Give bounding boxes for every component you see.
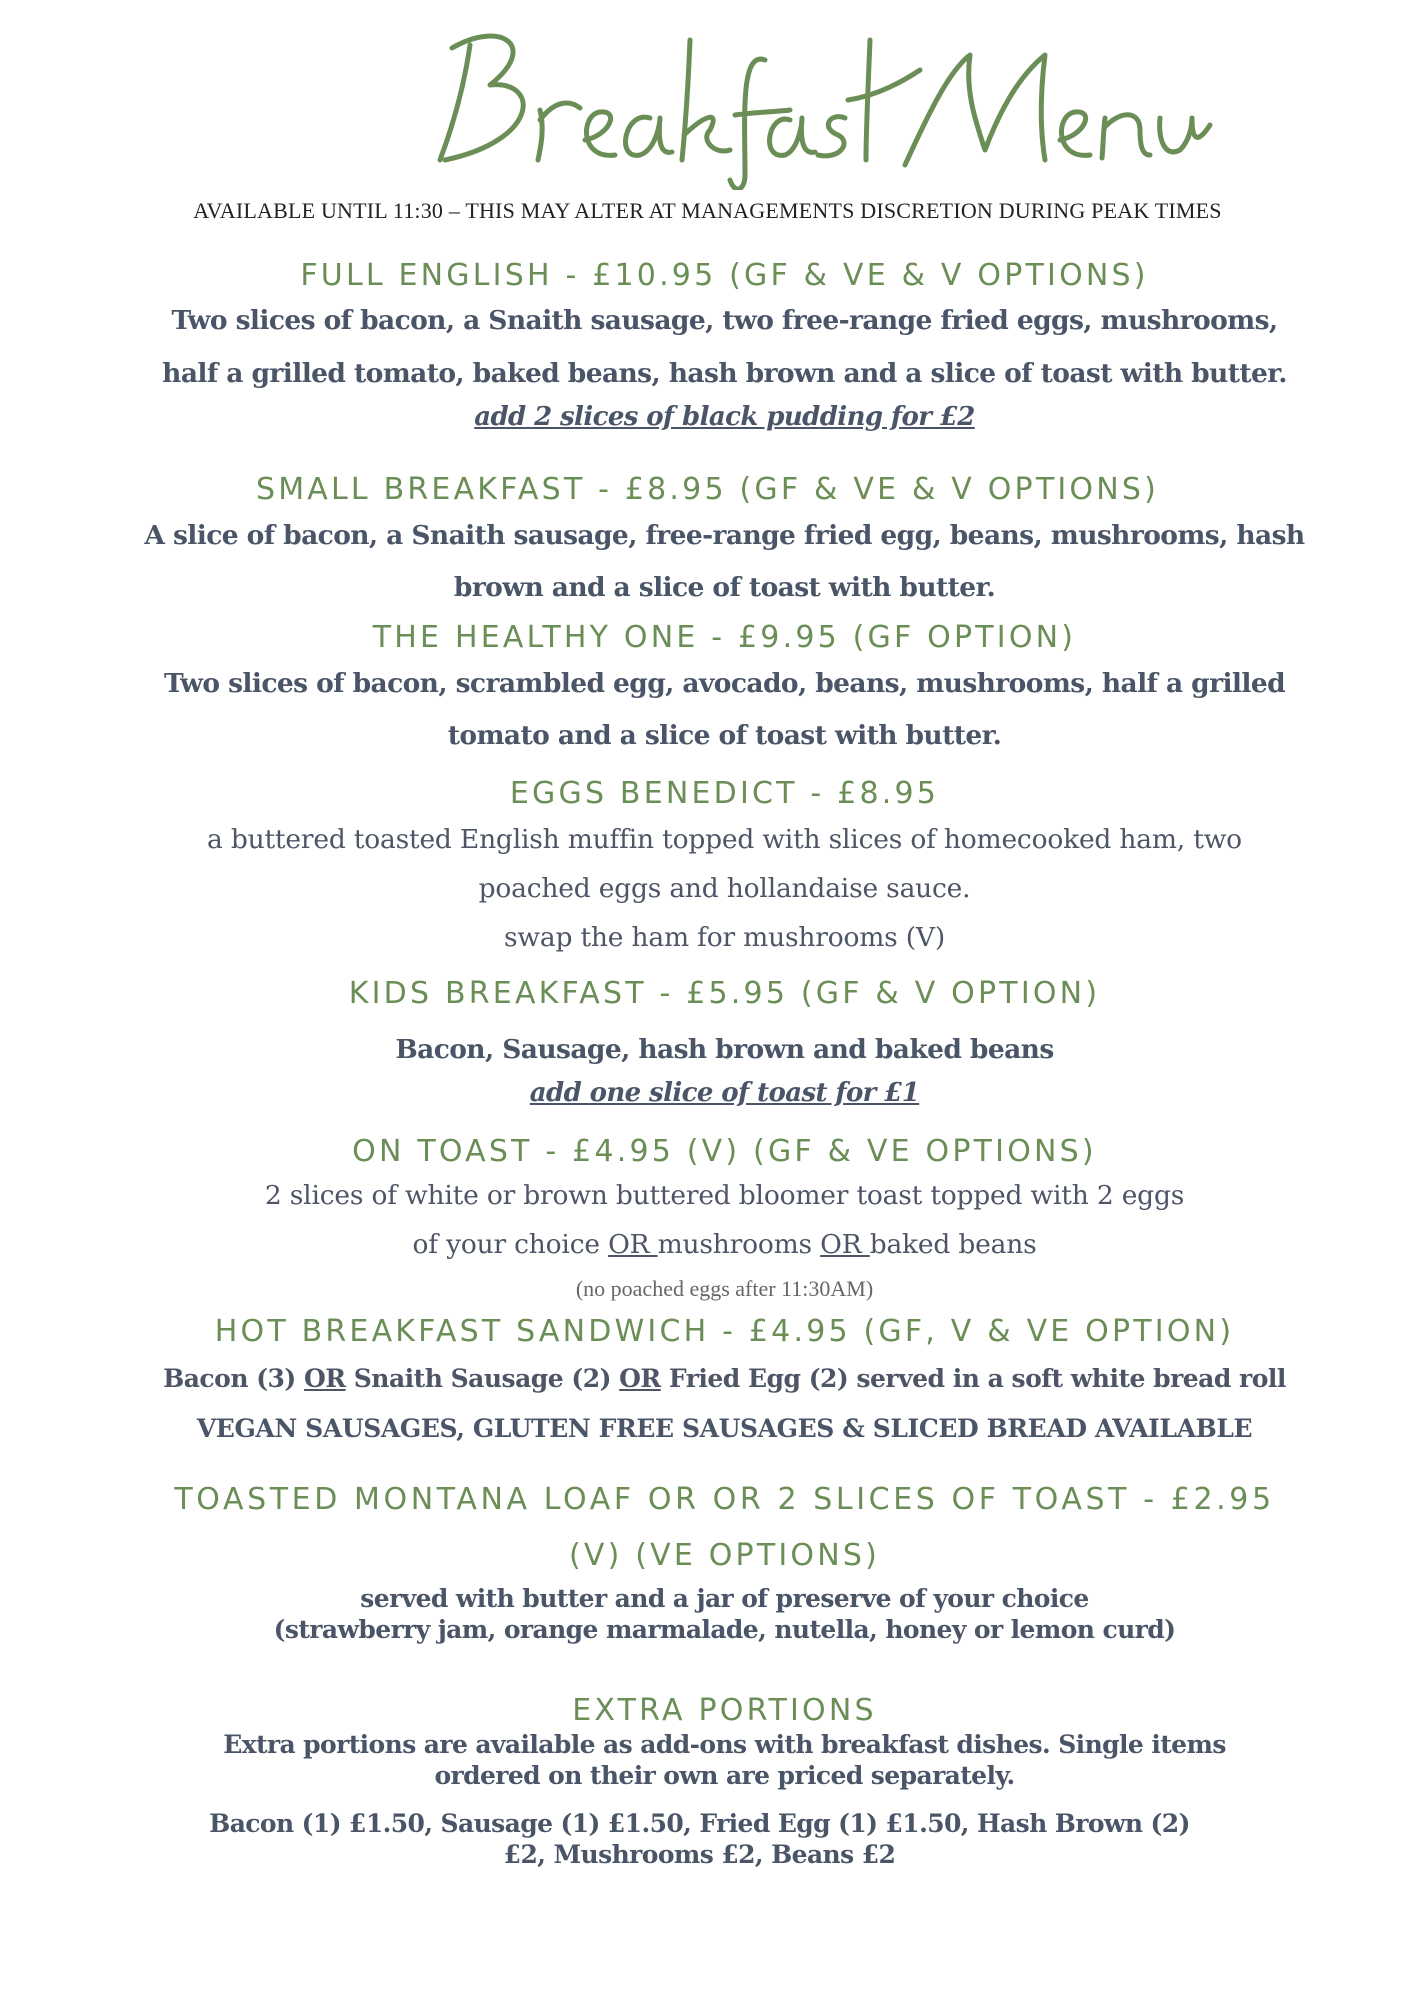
toasted-loaf-heading-line-2: (V) (VE OPTIONS): [568, 1538, 881, 1573]
healthy-one-heading: THE HEALTHY ONE - £9.95 (GF OPTION): [372, 620, 1077, 655]
on-toast-line2-a: of your choice: [412, 1229, 609, 1260]
extra-portions-desc-line-1: Extra portions are available as add-ons with breakfast dishes. Single items: [223, 1730, 1226, 1759]
menu-title: [0, 0, 1415, 190]
on-toast-desc-line-2: [17, 1229, 1415, 1260]
healthy-one-desc-line-1: Two slices of bacon, scrambled egg, avocado, beans, mushrooms, half a grilled: [163, 668, 1286, 699]
on-toast-heading: ON TOAST - £4.95 (V) (GF & VE OPTIONS): [352, 1134, 1097, 1169]
availability-note: AVAILABLE UNTIL 11:30 – THIS MAY ALTER AT MANAGEMENTS DISCRETION DURING PEAK TIMES: [193, 198, 1222, 223]
kids-breakfast-heading: KIDS BREAKFAST - £5.95 (GF & V OPTION): [348, 976, 1101, 1011]
eggs-benedict-desc-line-3: swap the ham for mushrooms (V): [504, 922, 945, 953]
hot-sandwich-desc-line-1: [17, 1364, 1415, 1393]
small-breakfast-desc-line-1: A slice of bacon, a Snaith sausage, free-range fried egg, beans, mushrooms, hash: [144, 520, 1305, 551]
menu-title-script: [440, 36, 1210, 189]
toasted-loaf-heading-line-1: TOASTED MONTANA LOAF OR OR 2 SLICES OF TOAST - £2.95: [174, 1482, 1275, 1517]
on-toast-or-1: OR: [608, 1229, 658, 1260]
hot-sandwich-line1-b: Snaith Sausage (2): [345, 1364, 620, 1393]
eggs-benedict-heading: EGGS BENEDICT - £8.95: [509, 776, 940, 811]
hot-sandwich-or-2: OR: [619, 1364, 661, 1393]
healthy-one-desc-line-2: tomato and a slice of toast with butter.: [447, 720, 1002, 751]
on-toast-or-2: OR: [820, 1229, 870, 1260]
toasted-loaf-desc-line-2: (strawberry jam, orange marmalade, nutella, honey or lemon curd): [273, 1615, 1176, 1644]
small-breakfast-desc-line-2: brown and a slice of toast with butter.: [453, 572, 996, 603]
full-english-desc-line-2: half a grilled tomato, baked beans, hash brown and a slice of toast with butter.: [162, 358, 1287, 389]
hot-sandwich-desc-line-2: VEGAN SAUSAGES, GLUTEN FREE SAUSAGES & SLICED BREAD AVAILABLE: [196, 1414, 1253, 1443]
hot-sandwich-heading: HOT BREAKFAST SANDWICH - £4.95 (GF, V & VE OPTION): [214, 1314, 1235, 1349]
full-english-heading: FULL ENGLISH - £10.95 (GF & VE & V OPTIONS): [300, 258, 1149, 293]
toasted-loaf-desc-line-1: served with butter and a jar of preserve of your choice: [360, 1584, 1089, 1613]
small-breakfast-heading: SMALL BREAKFAST - £8.95 (GF & VE & V OPTIONS): [255, 472, 1160, 507]
on-toast-line2-b: mushrooms: [657, 1229, 821, 1260]
kids-breakfast-desc-line-1: Bacon, Sausage, hash brown and baked beans: [395, 1034, 1054, 1065]
extra-portions-price-line-1: Bacon (1) £1.50, Sausage (1) £1.50, Fried Egg (1) £1.50, Hash Brown (2): [209, 1809, 1190, 1838]
kids-breakfast-addon: add one slice of toast for £1: [529, 1078, 920, 1108]
full-english-addon: add 2 slices of black pudding for £2: [474, 402, 975, 432]
hot-sandwich-line1-a: Bacon (3): [163, 1364, 304, 1393]
hot-sandwich-line1-c: Fried Egg (2) served in a soft white bread roll: [660, 1364, 1286, 1393]
eggs-benedict-desc-line-1: a buttered toasted English muffin topped with slices of homecooked ham, two: [207, 824, 1242, 855]
extra-portions-price-line-2: £2, Mushrooms £2, Beans £2: [503, 1840, 896, 1869]
eggs-benedict-desc-line-2: poached eggs and hollandaise sauce.: [478, 873, 971, 904]
extra-portions-heading: EXTRA PORTIONS: [572, 1693, 877, 1728]
extra-portions-desc-line-2: ordered on their own are priced separately.: [434, 1761, 1015, 1790]
on-toast-line2-c: baked beans: [869, 1229, 1037, 1260]
hot-sandwich-or-1: OR: [303, 1364, 346, 1393]
on-toast-desc-line-1: 2 slices of white or brown buttered bloomer toast topped with 2 eggs: [264, 1180, 1185, 1211]
on-toast-note: (no poached eggs after 11:30AM): [575, 1276, 874, 1301]
full-english-desc-line-1: Two slices of bacon, a Snaith sausage, two free-range fried eggs, mushrooms,: [171, 305, 1278, 336]
